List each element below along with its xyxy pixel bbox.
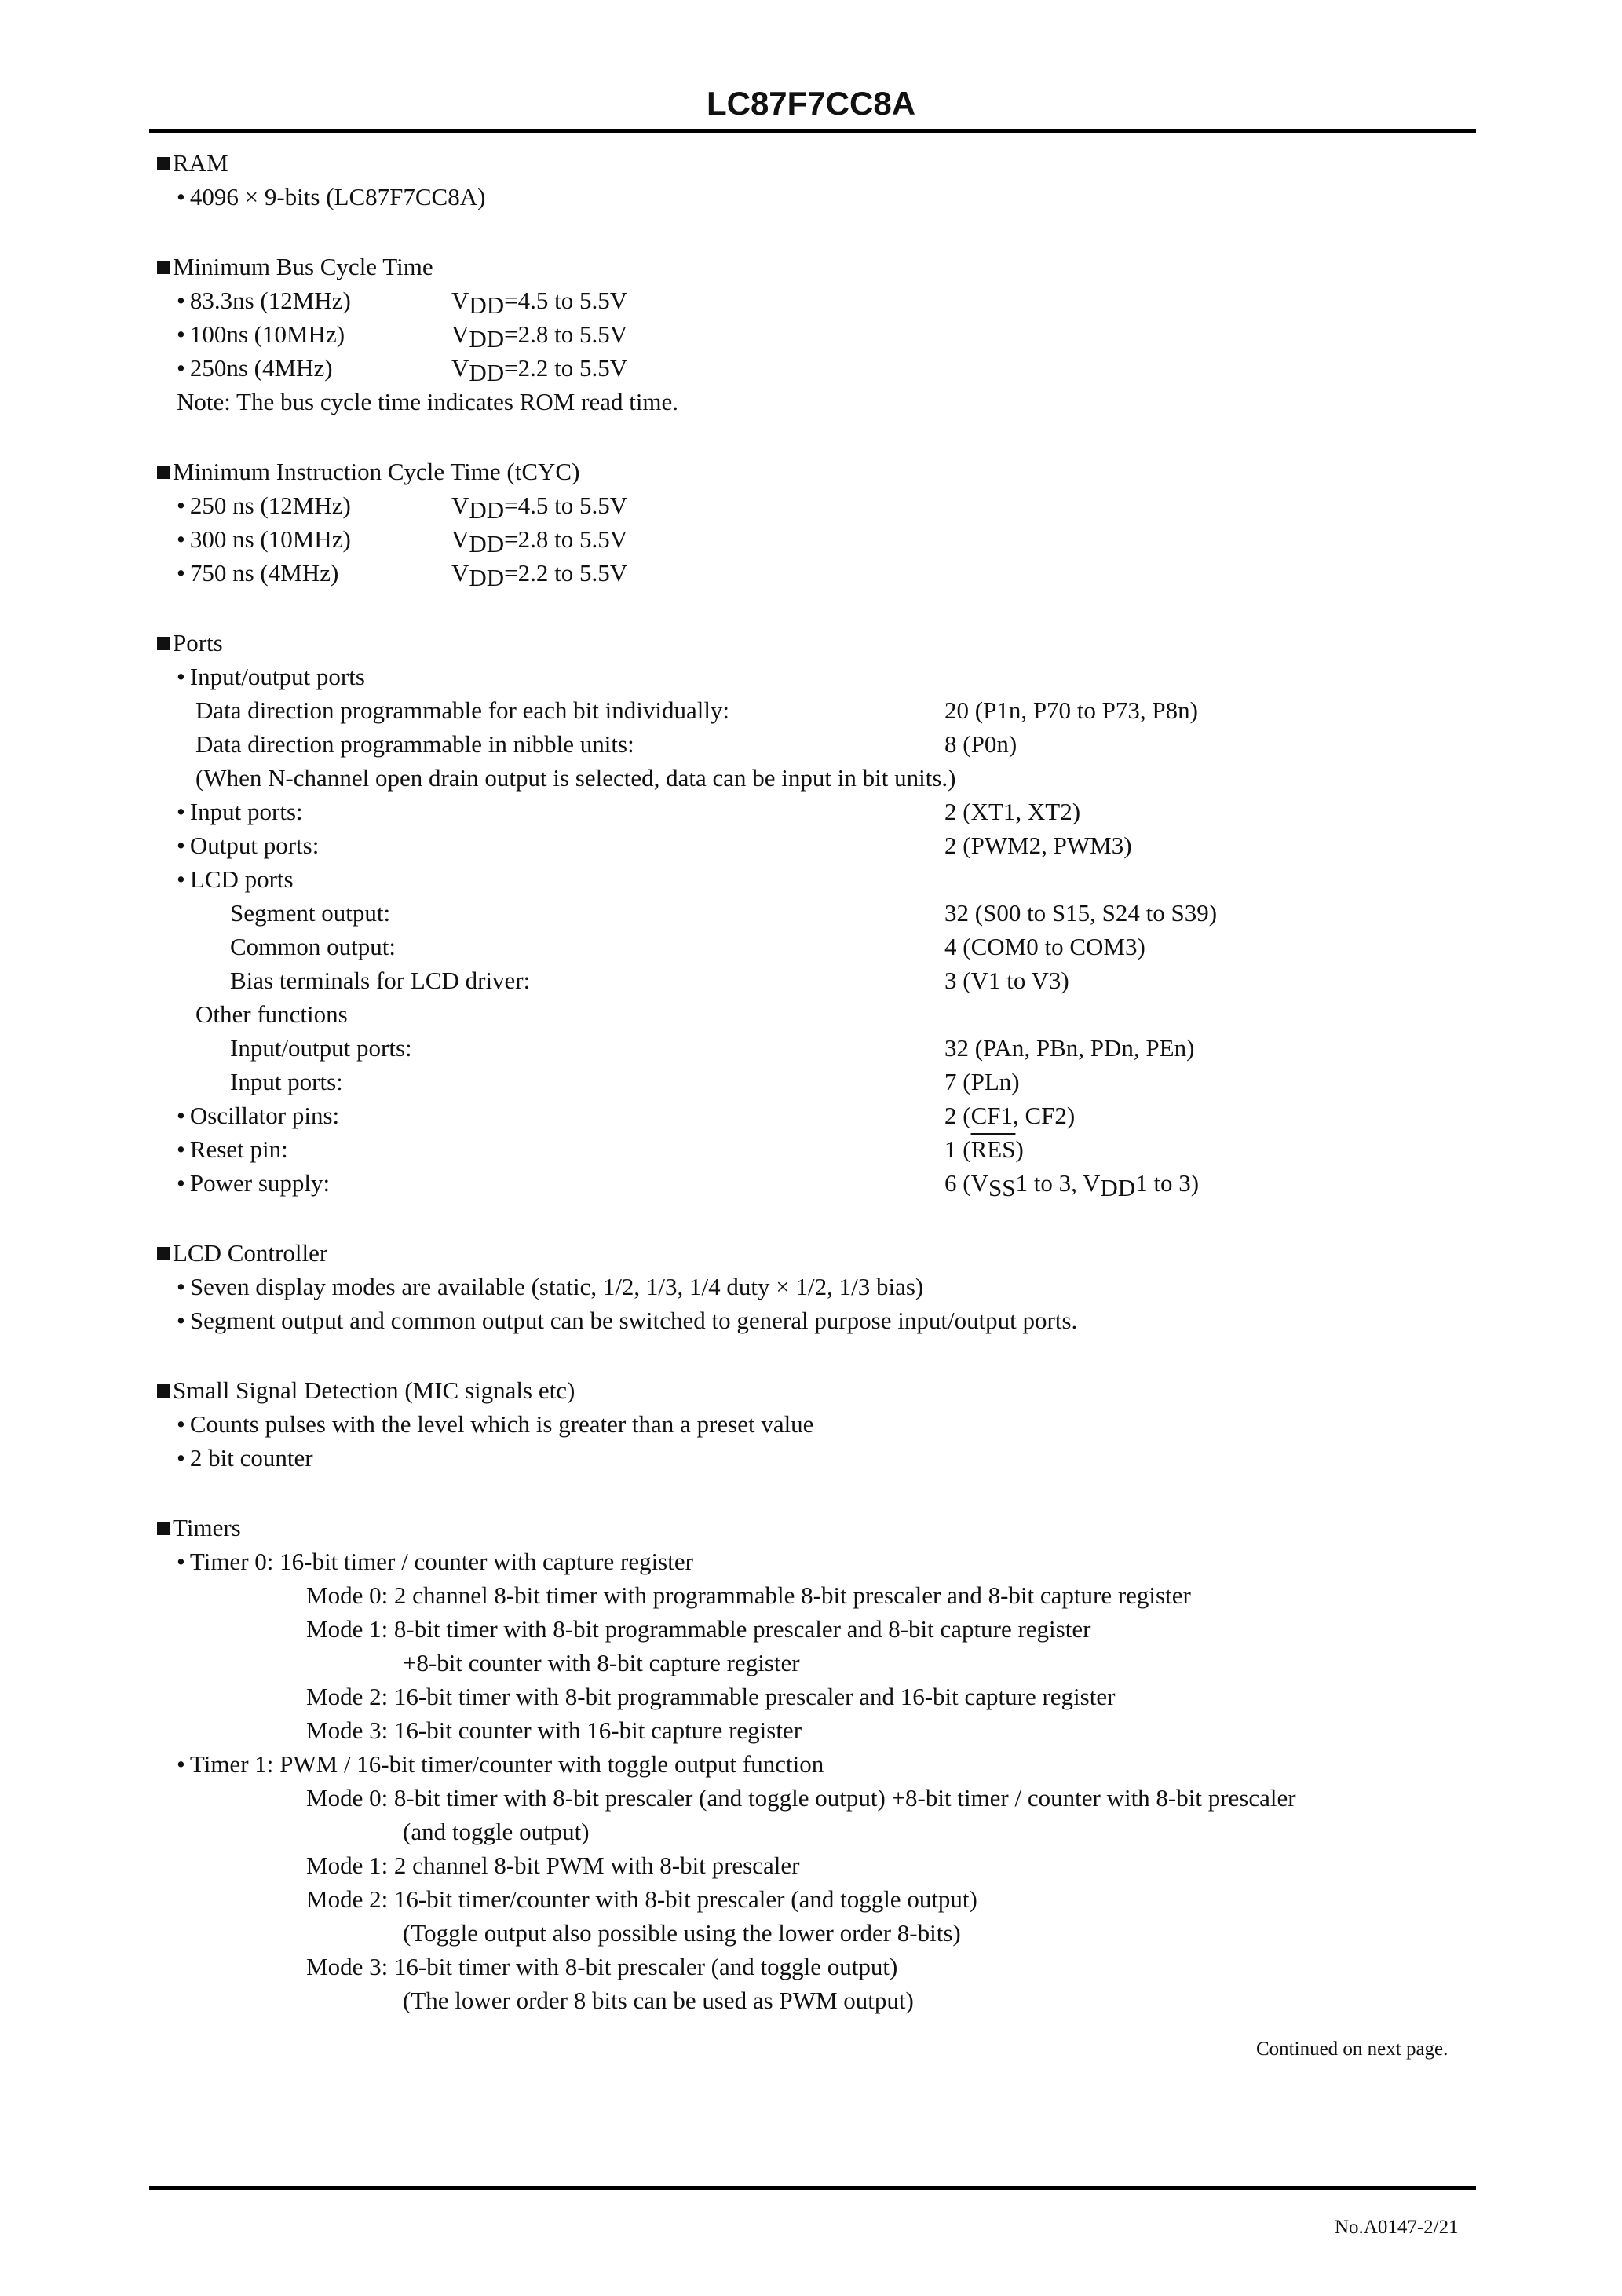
section-heading-signal-detection: Small Signal Detection (MIC signals etc) [157,1377,575,1405]
bullet-icon: • [177,492,185,519]
timer-mode-continuation: (and toggle output) [403,1818,590,1845]
vdd-range: VDD=2.2 to 5.5V [451,354,628,386]
vdd-range: VDD=4.5 to 5.5V [451,492,628,524]
bullet-icon: • [177,183,185,210]
spec-value: 6 (VSS1 to 3, VDD1 to 3) [944,1169,1200,1201]
bullet-icon: • [177,663,185,690]
square-bullet-icon [157,1522,170,1535]
square-bullet-icon [157,261,170,274]
spec-value: 32 (PAn, PBn, PDn, PEn) [944,1034,1195,1062]
spec-label: Input/output ports: [230,1034,412,1062]
list-item: • Input ports: [177,798,303,825]
list-item: • 300 ns (10MHz) [177,525,351,553]
bullet-icon: • [177,832,185,859]
vdd-range: VDD=4.5 to 5.5V [451,287,628,319]
list-item: • 250ns (4MHz) [177,354,333,382]
list-item: • Oscillator pins: [177,1102,340,1129]
spec-value: 4 (COM0 to COM3) [944,933,1145,960]
bullet-icon: • [177,1410,185,1438]
square-bullet-icon [157,466,170,479]
square-bullet-icon [157,637,170,650]
list-item: • Counts pulses with the level which is greater than a preset value [177,1410,814,1438]
timer-mode: Mode 2: 16-bit timer/counter with 8-bit prescaler (and toggle output) [306,1885,977,1913]
spec-label: Bias terminals for LCD driver: [230,967,531,994]
bullet-icon: • [177,525,185,553]
list-item: • Timer 0: 16-bit timer / counter with capture register [177,1548,693,1575]
spec-label: Data direction programmable for each bit individually: [195,696,730,724]
square-bullet-icon [157,157,170,170]
list-item: • Power supply: [177,1169,331,1197]
section-heading-lcd-controller: LCD Controller [157,1239,327,1267]
bullet-icon: • [177,287,185,314]
spec-value: 2 (PWM2, PWM3) [944,832,1132,859]
timer-mode-continuation: +8-bit counter with 8-bit capture register [403,1649,800,1676]
vdd-range: VDD=2.8 to 5.5V [451,320,628,353]
open-drain-note: (When N-channel open drain output is selected, data can be input in bit units.) [195,764,956,792]
list-item: • 2 bit counter [177,1444,313,1472]
spec-value: 32 (S00 to S15, S24 to S39) [944,899,1218,927]
list-item: • Reset pin: [177,1135,288,1163]
bullet-icon: • [177,1169,185,1197]
timer-mode-continuation: (The lower order 8 bits can be used as PWM output) [403,1987,914,2014]
header-rule [149,129,1476,133]
bullet-icon: • [177,1750,185,1778]
section-heading-instruction-cycle: Minimum Instruction Cycle Time (tCYC) [157,458,579,486]
bullet-icon: • [177,1444,185,1472]
list-item: • 250 ns (12MHz) [177,492,351,519]
spec-label: Data direction programmable in nibble units: [195,730,634,758]
bullet-icon: • [177,798,185,825]
square-bullet-icon [157,1384,170,1398]
spec-label: Segment output: [230,899,391,927]
vdd-range: VDD=2.8 to 5.5V [451,525,628,558]
bullet-icon: • [177,320,185,348]
timer-mode-continuation: (Toggle output also possible using the lower order 8-bits) [403,1919,961,1947]
spec-value: 20 (P1n, P70 to P73, P8n) [944,696,1198,724]
section-heading-ram: RAM [157,149,228,177]
footer-rule [149,2186,1476,2190]
bullet-icon: • [177,559,185,587]
list-item: • Segment output and common output can be switched to general purpose input/output ports. [177,1307,1078,1334]
page-number: No.A0147-2/21 [1335,2217,1459,2238]
list-item: • Seven display modes are available (static, 1/2, 1/3, 1/4 duty × 1/2, 1/3 bias) [177,1273,924,1300]
list-item: • 4096 × 9-bits (LC87F7CC8A) [177,183,486,210]
timer-mode: Mode 0: 8-bit timer with 8-bit prescaler (and toggle output) +8-bit timer / counter with 8-bit prescaler [306,1784,1296,1812]
spec-value: 1 $(\overline{RES})$ [944,1135,1024,1163]
section-heading-timers: Timers [157,1514,241,1542]
timer-mode: Mode 3: 16-bit timer with 8-bit prescaler (and toggle output) [306,1953,898,1980]
spec-value: 2 (XT1, XT2) [944,798,1081,825]
bullet-icon: • [177,1102,185,1129]
list-item: • 100ns (10MHz) [177,320,345,348]
timer-mode: Mode 0: 2 channel 8-bit timer with programmable 8-bit prescaler and 8-bit capture register [306,1581,1191,1609]
spec-value: 3 (V1 to V3) [944,967,1069,994]
bullet-icon: • [177,354,185,382]
spec-value: 7 (PLn) [944,1068,1020,1095]
list-item: • Timer 1: PWM / 16-bit timer/counter with toggle output function [177,1750,824,1778]
spec-label: Other functions [195,1000,348,1028]
continued-note: Continued on next page. [1256,2038,1448,2060]
square-bullet-icon [157,1247,170,1260]
section-heading-ports: Ports [157,629,223,657]
spec-label: Input ports: [230,1068,343,1095]
bullet-icon: • [177,1273,185,1300]
section-heading-bus-cycle: Minimum Bus Cycle Time [157,253,433,281]
bullet-icon: • [177,1548,185,1575]
page-title: LC87F7CC8A [706,85,916,122]
spec-value: 8 (P0n) [944,730,1017,758]
bullet-icon: • [177,1135,185,1163]
spec-label: Common output: [230,933,396,960]
timer-mode: Mode 1: 8-bit timer with 8-bit programmable prescaler and 8-bit capture register [306,1615,1091,1643]
bus-cycle-note: Note: The bus cycle time indicates ROM read time. [177,388,679,415]
list-item: • LCD ports [177,865,294,893]
timer-mode: Mode 1: 2 channel 8-bit PWM with 8-bit prescaler [306,1852,800,1879]
vdd-range: VDD=2.2 to 5.5V [451,559,628,591]
list-item: • 750 ns (4MHz) [177,559,339,587]
timer-mode: Mode 2: 16-bit timer with 8-bit programmable prescaler and 16-bit capture register [306,1683,1116,1710]
bullet-icon: • [177,1307,185,1334]
bullet-icon: • [177,865,185,893]
list-item: • Output ports: [177,832,320,859]
list-item: • Input/output ports [177,663,365,690]
timer-mode: Mode 3: 16-bit counter with 16-bit capture register [306,1717,802,1744]
list-item: • 83.3ns (12MHz) [177,287,351,314]
spec-value: 2 (CF1, CF2) [944,1102,1076,1129]
